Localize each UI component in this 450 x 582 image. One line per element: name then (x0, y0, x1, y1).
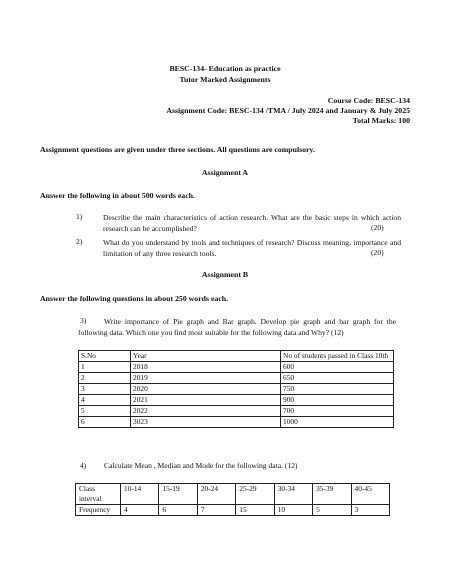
table-header-row (79, 351, 394, 362)
table-row (79, 362, 394, 373)
students-passed-table (78, 350, 394, 428)
table-cell: 5 (79, 406, 131, 417)
table-cell: 10 (274, 505, 312, 516)
question-marks: (20) (371, 248, 384, 257)
table-cell: 10-14 (121, 484, 159, 505)
section-a-title: Assignment A (201, 168, 249, 177)
question-text: Calculate Mean , Median and Mode for the following data. (12) (104, 461, 298, 470)
table-cell: 6 (159, 505, 197, 516)
table-cell: 7 (197, 505, 235, 516)
table-cell: 2022 (131, 406, 281, 417)
table-cell: 4 (79, 395, 131, 406)
section-a-instruction: Answer the following in about 500 words each. (40, 191, 195, 200)
section-b-instruction: Answer the following questions in about 250 words each. (40, 294, 229, 303)
question-text: What do you understand by tools and techniques of research? Discuss meaning, importance and limitation of any three research tools. (103, 238, 401, 258)
table-cell: 750 (281, 384, 394, 395)
assignment-code: Assignment Code: BESC-134 /TMA / July 2024 and January & July 2025 (166, 106, 410, 115)
frequency-table (75, 483, 390, 516)
table-cell: 600 (281, 362, 394, 373)
question-number: 2) (76, 237, 83, 246)
table-row (76, 505, 390, 516)
table-cell: 5 (313, 505, 351, 516)
table-row (79, 417, 394, 428)
table-row (76, 484, 390, 505)
question-number: 1) (76, 212, 83, 221)
table-header-cell: No of students passed in Class 10th (281, 351, 394, 362)
table-cell: 3023 (131, 417, 281, 428)
table-cell: 3 (79, 384, 131, 395)
question-number: 3) (80, 316, 87, 325)
document-title: BESC-134- Education as practice (169, 64, 281, 73)
section-b-title: Assignment B (201, 270, 249, 279)
total-marks: Total Marks: 100 (352, 116, 410, 125)
question-text: Write importance of Pie graph and Bar graph. Develop pie graph and bar graph for the following data. Which one you find most suitable for the following data and Why? (12) (78, 317, 396, 337)
table-cell: 2021 (131, 395, 281, 406)
question-number: 4) (80, 461, 87, 470)
table-row (79, 395, 394, 406)
table-cell: 6 (79, 417, 131, 428)
table-header-cell: S.No (79, 351, 131, 362)
table-cell: 15 (236, 505, 274, 516)
table-cell: 4 (121, 505, 159, 516)
course-code: Course Code: BESC-134 (327, 96, 410, 105)
table-cell: Class interval (76, 484, 121, 505)
table-cell: 3 (351, 505, 389, 516)
table-row (79, 384, 394, 395)
table-cell: 25-29 (236, 484, 274, 505)
table-cell: 30-34 (274, 484, 312, 505)
table-cell: 700 (281, 406, 394, 417)
intro-text: Assignment questions are given under three sections. All questions are compulsory. (40, 145, 315, 154)
table-cell: 2019 (131, 373, 281, 384)
question-text: Describe the main characteristics of action research. What are the basic steps in which action research can be accomplished? (103, 213, 401, 233)
table-cell: 650 (281, 373, 394, 384)
table-cell: 1000 (281, 417, 394, 428)
table-cell: 2018 (131, 362, 281, 373)
table-row (79, 373, 394, 384)
table-cell: 1 (79, 362, 131, 373)
table-cell: 900 (281, 395, 394, 406)
table-cell: 35-39 (313, 484, 351, 505)
table-cell: 2020 (131, 384, 281, 395)
table-row (79, 406, 394, 417)
table-cell: 20-24 (197, 484, 235, 505)
table-header-cell: Year (131, 351, 281, 362)
question-marks: (20) (371, 223, 384, 232)
document-subtitle: Tutor Marked Assignments (179, 75, 271, 84)
table-cell: Frequency (76, 505, 121, 516)
table-cell: 2 (79, 373, 131, 384)
table-cell: 15-19 (159, 484, 197, 505)
table-cell: 40-45 (351, 484, 389, 505)
